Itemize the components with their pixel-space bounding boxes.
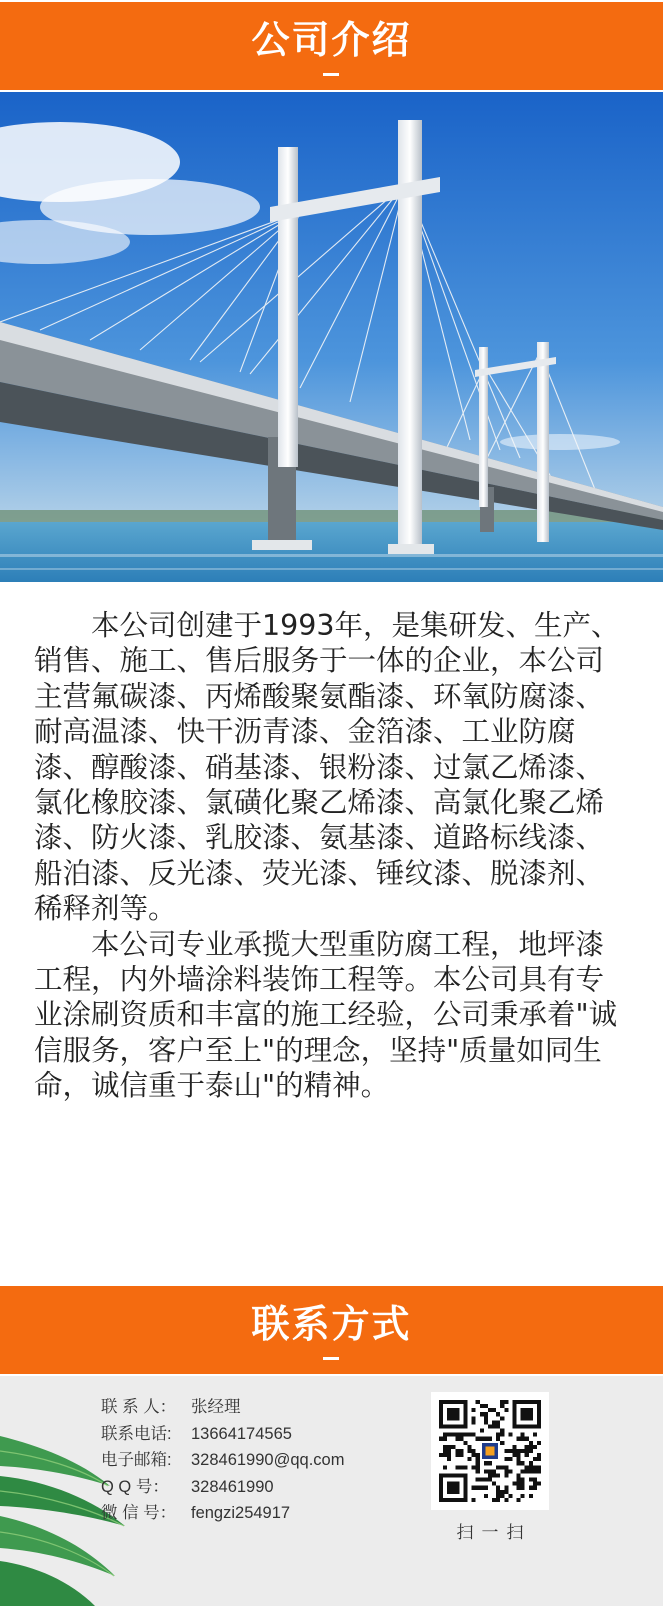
contact-label: Q Q 号： (101, 1477, 169, 1496)
contact-row-person (101, 1394, 344, 1421)
qr-code-icon (439, 1400, 541, 1502)
hero-bridge-image (0, 92, 663, 582)
contact-list (101, 1394, 344, 1527)
intro-section-title: 公司介绍 (251, 18, 412, 62)
contact-value: 328461990 (191, 1477, 274, 1496)
contact-row-qq (101, 1474, 344, 1501)
title-underline (323, 1357, 339, 1360)
contact-label: 联系电话: (101, 1424, 172, 1443)
contact-row-wechat (101, 1500, 344, 1527)
company-intro-text (0, 582, 663, 1284)
contact-label: 微 信 号： (101, 1504, 177, 1522)
contact-label: 电子邮箱: (101, 1451, 172, 1469)
contact-value[interactable]: 13664174565 (191, 1424, 292, 1443)
contact-label: 联 系 人： (101, 1398, 177, 1416)
qr-code[interactable] (431, 1392, 549, 1510)
contact-value: 张经理 (191, 1398, 241, 1416)
contact-row-email (101, 1447, 344, 1474)
contact-row-phone (101, 1421, 344, 1448)
qr-scan-label: 扫一扫 (456, 1523, 532, 1543)
contact-panel (0, 1376, 663, 1606)
contact-section-title: 联系方式 (251, 1302, 412, 1346)
intro-paragraph-2: 本公司专业承揽大型重防腐工程，地坪漆工程，内外墙涂料装饰工程等。本公司具有专业涂刷资质和丰富的施工经验，公司秉承着"诚信服务，客户至上"的理念，坚持"质量如同生命，诚信重于泰山"的精神。 (34, 927, 618, 1103)
contact-value[interactable]: 328461990@qq.com (191, 1451, 345, 1469)
contact-section-banner (0, 1284, 663, 1376)
title-underline (323, 73, 339, 76)
intro-paragraph-1: 本公司创建于1993年，是集研发、生产、销售、施工、售后服务于一体的企业，本公司主营氟碳漆、丙烯酸聚氨酯漆、环氧防腐漆、耐高温漆、快干沥青漆、金箔漆、工业防腐漆、醇酸漆、硝基漆、银粉漆、过氯乙烯漆、氯化橡胶漆、氯磺化聚乙烯漆、高氯化聚乙烯漆、防火漆、乳胶漆、氨基漆、道路标线漆、船泊漆、反光漆、荧光漆、锤纹漆、脱漆剂、稀释剂等。 (34, 609, 620, 926)
intro-section-banner (0, 0, 663, 92)
contact-value: fengzi254917 (191, 1504, 291, 1522)
